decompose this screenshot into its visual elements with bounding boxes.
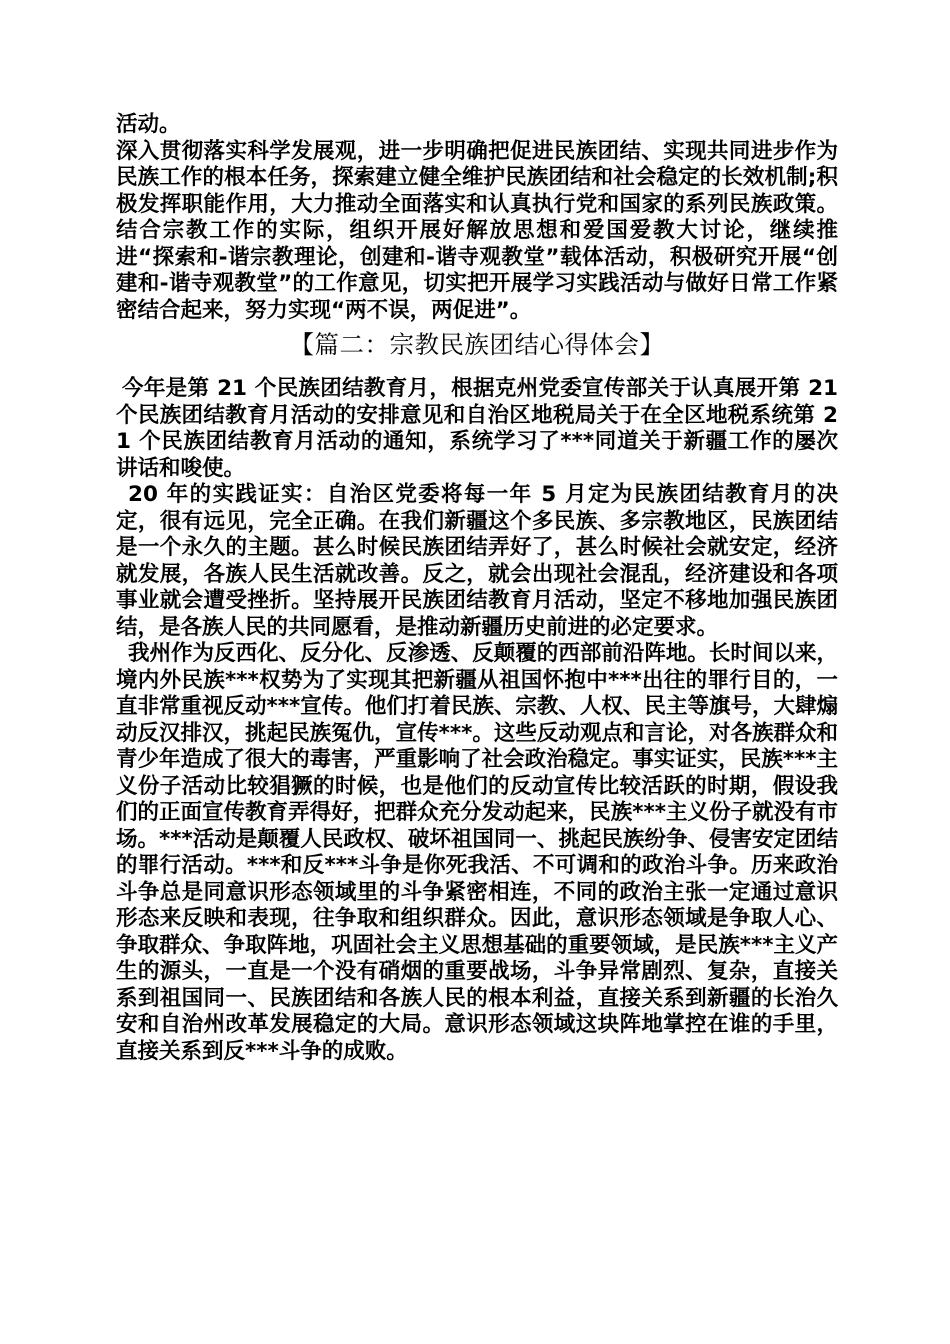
paragraph-activity-end: 活动。 [116, 112, 181, 137]
section-title: 【篇二：宗教民族团结心得体会】 [289, 330, 665, 359]
document-page [116, 112, 838, 1065]
paragraph-education-month: 今年是第 21 个民族团结教育月，根据克州党委宣传部关于认真展开第 21 个民族团结教育月活动的安排意见和自治区地税局关于在全区地税系统第 21 个民族团结教育月活动的通知，系统学习了***同道关于新疆工作的屡次讲话和唆使。 [116, 376, 838, 481]
paragraph-frontline: 我州作为反西化、反分化、反渗透、反颠覆的西部前沿阵地。长时间以来，境内外民族***权势为了实现其把新疆从祖国怀抱中***出往的罪行目的，一直非常重视反动***宣传。他们打着民族、宗教、人权、民主等旗号，大肆煽动反汉排汉，挑起民族冤仇，宣传***。这些反动观点和言论，对各族群众和青少年造成了很大的毒害，严重影响了社会政治稳定。事实证实，民族***主义份子活动比较猖獗的时候，也是他们的反动宣传比较活跃的时期，假设我们的正面宣传教育弄得好，把群众充分发动起来，民族***主义份子就没有市场。***活动是颠覆人民政权、破坏祖国同一、挑起民族纷争、侵害安定团结的罪行活动。***和反***斗争是你死我活、不可调和的政治斗争。历来政治斗争总是同意识形态领域里的斗争紧密相连，不同的政治主张一定通过意识形态来反映和表现，往争取和组织群众。因此，意识形态领域是争取人心、争取群众、争取阵地，巩固社会主义思想基础的重要领域，是民族***主义产生的源头，一直是一个没有硝烟的重要战场，斗争异常剧烈、复杂，直接关系到祖国同一、民族团结和各族人民的根本利益，直接关系到新疆的长治久安和自治州改革发展稳定的大局。意识形态领域这块阵地掌控在谁的手里，直接关系到反***斗争的成败。 [116, 641, 838, 1064]
paragraph-practice-proof: 20 年的实践证实：自治区党委将每一年 5 月定为民族团结教育月的决定，很有远见，完全正确。在我们新疆这个多民族、多宗教地区，民族团结是一个永久的主题。甚么时候民族团结弄好了，甚么时候社会就安定，经济就发展，各族人民生活就改善。反之，就会出现社会混乱，经济建设和各项事业就会遭受挫折。坚持展开民族团结教育月活动，坚定不移地加强民族团结，是各族人民的共同愿看，是推动新疆历史前进的必定要求。 [116, 482, 838, 640]
paragraph-scientific-development: 深入贯彻落实科学发展观，进一步明确把促进民族团结、实现共同进步作为民族工作的根本任务，探索建立健全维护民族团结和社会稳定的长效机制;积极发挥职能作用，大力推动全面落实和认真执行党和国家的系列民族政策。结合宗教工作的实际，组织开展好解放思想和爱国爱教大讨论，继续推进“探索和-谐宗教理论，创建和-谐寺观教堂”载体活动，积极研究开展“创建和-谐寺观教堂”的工作意见，切实把开展学习实践活动与做好日常工作紧密结合起来，努力实现“两不误，两促进”。 [116, 138, 838, 323]
